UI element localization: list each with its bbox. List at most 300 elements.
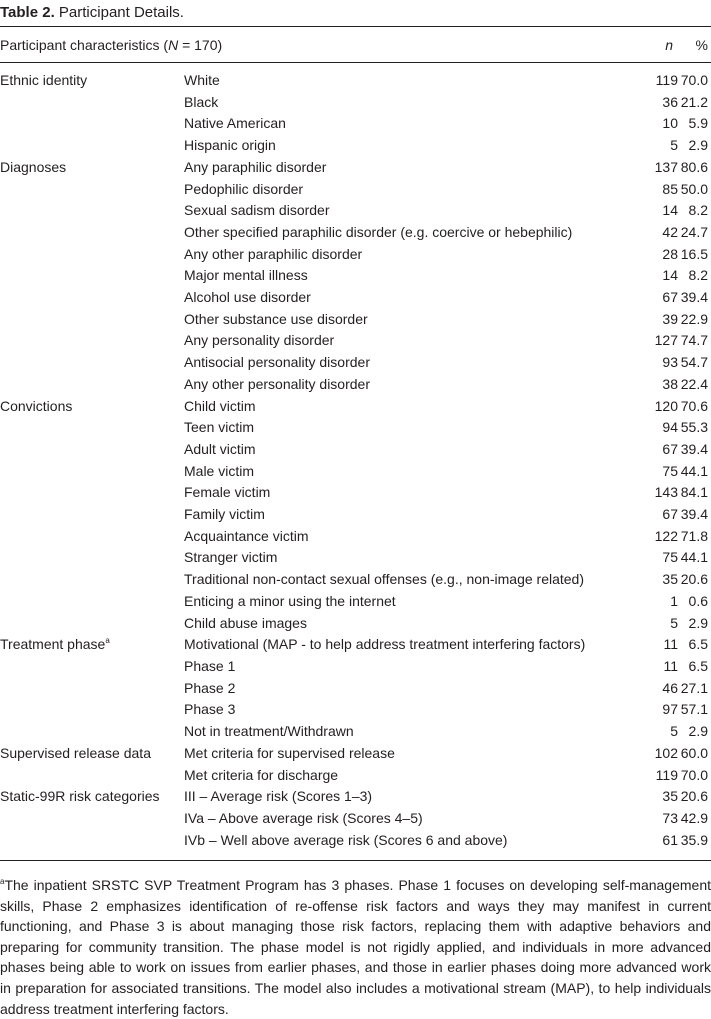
row-category [0, 396, 184, 418]
row-item [184, 287, 638, 309]
row-percent-text: 39.4 [680, 506, 708, 523]
row-percent-text: 20.6 [680, 788, 708, 805]
table-row [0, 265, 711, 287]
row-n [638, 461, 678, 483]
row-percent [678, 200, 711, 222]
row-n-text: 5 [670, 614, 678, 631]
row-category-text: Ethnic identity [0, 72, 88, 88]
row-category [0, 830, 184, 852]
row-percent [678, 287, 711, 309]
row-percent-text: 44.1 [680, 462, 708, 479]
row-percent-text: 39.4 [680, 289, 708, 306]
row-category [0, 765, 184, 787]
row-percent-text: 80.6 [680, 158, 708, 175]
header-characteristics: Participant characteristics (N = 170) [0, 37, 223, 53]
row-percent-text: 20.6 [680, 571, 708, 588]
row-percent [678, 244, 711, 266]
row-item [184, 200, 638, 222]
table-row [0, 222, 711, 244]
row-item-text: IVb – Well above average risk (Scores 6 and above) [184, 831, 508, 848]
row-percent [678, 830, 711, 852]
row-n [638, 678, 678, 700]
row-category [0, 417, 184, 439]
row-item [184, 526, 638, 548]
row-n-text: 14 [662, 267, 678, 284]
row-n-text: 67 [662, 506, 678, 523]
row-item [184, 461, 638, 483]
row-item [184, 244, 638, 266]
row-percent [678, 309, 711, 331]
row-n-text: 85 [662, 180, 678, 197]
row-n [638, 200, 678, 222]
row-n [638, 244, 678, 266]
row-category [0, 786, 184, 808]
row-item [184, 786, 638, 808]
footnote-marker: a [0, 877, 5, 886]
row-item [184, 547, 638, 569]
row-percent-text: 21.2 [680, 93, 708, 110]
row-n-text: 122 [654, 527, 678, 544]
row-item [184, 830, 638, 852]
row-item-text: Sexual sadism disorder [184, 202, 330, 219]
row-item-text: Any other personality disorder [184, 375, 370, 392]
row-category [0, 222, 184, 244]
row-percent [678, 179, 711, 201]
row-item [184, 92, 638, 114]
row-n [638, 808, 678, 830]
row-n-text: 61 [662, 831, 678, 848]
row-n [638, 439, 678, 461]
table-row [0, 721, 711, 743]
row-item [184, 634, 638, 656]
row-n-text: 36 [662, 93, 678, 110]
row-n [638, 113, 678, 135]
row-category [0, 743, 184, 765]
row-n [638, 157, 678, 179]
table-row [0, 678, 711, 700]
row-category [0, 439, 184, 461]
row-item-text: Traditional non-contact sexual offenses (e.g., non-image related) [184, 571, 585, 588]
row-item-text: Any paraphilic disorder [184, 158, 327, 175]
row-category [0, 374, 184, 396]
row-percent [678, 417, 711, 439]
table-row [0, 634, 711, 656]
row-item [184, 265, 638, 287]
row-category [0, 482, 184, 504]
row-n-text: 137 [654, 158, 678, 175]
table-row [0, 786, 711, 808]
row-percent [678, 526, 711, 548]
row-n-text: 119 [655, 72, 678, 88]
row-n-text: 120 [654, 397, 678, 414]
row-n [638, 309, 678, 331]
row-n [638, 547, 678, 569]
row-n [638, 743, 678, 765]
row-n-text: 38 [662, 375, 678, 392]
row-category [0, 613, 184, 635]
row-percent-text: 39.4 [680, 440, 708, 457]
row-item-text: Phase 3 [184, 701, 236, 718]
table-row [0, 461, 711, 483]
row-percent [678, 482, 711, 504]
row-item [184, 439, 638, 461]
row-percent [678, 352, 711, 374]
row-item-text: Teen victim [184, 419, 255, 436]
table-row [0, 157, 711, 179]
row-n-text: 42 [662, 223, 678, 240]
row-category [0, 721, 184, 743]
row-n [638, 656, 678, 678]
row-item-text: Acquaintance victim [184, 527, 309, 544]
row-item [184, 591, 638, 613]
table-row [0, 374, 711, 396]
row-item-text: Major mental illness [184, 267, 308, 284]
table-row [0, 526, 711, 548]
table-row [0, 591, 711, 613]
row-category [0, 591, 184, 613]
table-row [0, 439, 711, 461]
row-category [0, 135, 184, 157]
row-item-text: Any other paraphilic disorder [184, 245, 363, 262]
row-percent [678, 374, 711, 396]
row-percent-text: 84.1 [680, 484, 708, 501]
table-row [0, 743, 711, 765]
row-item-text: Phase 1 [184, 657, 236, 674]
row-item [184, 699, 638, 721]
row-percent-text: 6.5 [688, 636, 708, 653]
row-item [184, 113, 638, 135]
row-item-text: Enticing a minor using the internet [184, 592, 396, 609]
row-n-text: 75 [662, 549, 678, 566]
table-row [0, 765, 711, 787]
row-percent [678, 678, 711, 700]
row-percent [678, 396, 711, 418]
table-row [0, 699, 711, 721]
row-percent-text: 5.9 [688, 115, 708, 132]
table-row [0, 352, 711, 374]
table-row [0, 482, 711, 504]
row-category [0, 569, 184, 591]
table-row [0, 830, 711, 852]
row-item [184, 613, 638, 635]
row-item [184, 765, 638, 787]
table-title [0, 3, 184, 23]
row-n-text: 67 [662, 440, 678, 457]
row-percent-text: 44.1 [680, 549, 708, 566]
row-item [184, 417, 638, 439]
row-percent-text: 24.7 [680, 223, 708, 240]
row-item-text: Female victim [184, 484, 271, 501]
row-n [638, 613, 678, 635]
row-category [0, 244, 184, 266]
row-percent-text: 74.7 [680, 332, 708, 349]
row-n [638, 569, 678, 591]
top-rule [0, 26, 711, 27]
row-item-text: Black [184, 93, 219, 110]
row-n [638, 830, 678, 852]
row-n-text: 1 [670, 592, 678, 609]
row-percent-text: 70.0 [680, 766, 708, 783]
row-n [638, 396, 678, 418]
table-footnote [0, 875, 711, 1019]
table-row [0, 179, 711, 201]
row-percent-text: 22.9 [680, 310, 708, 327]
table-label: Table 2. [0, 4, 55, 21]
footnote-ref: a [105, 636, 110, 646]
row-percent-text: 70.0 [680, 72, 708, 88]
row-percent-text: 22.4 [680, 375, 708, 392]
row-percent [678, 461, 711, 483]
row-percent [678, 439, 711, 461]
row-item-text: Met criteria for supervised release [184, 744, 395, 761]
header-n: n [665, 37, 673, 53]
header-percent: % [695, 37, 708, 53]
row-percent-text: 0.6 [688, 592, 708, 609]
row-category [0, 634, 184, 656]
row-n [638, 591, 678, 613]
row-item-text: III – Average risk (Scores 1–3) [184, 788, 373, 805]
row-item [184, 743, 638, 765]
row-n-text: 46 [662, 679, 678, 696]
row-item [184, 330, 638, 352]
row-percent-text: 27.1 [680, 679, 708, 696]
row-n-text: 35 [662, 571, 678, 588]
row-n [638, 765, 678, 787]
row-n [638, 222, 678, 244]
row-item [184, 374, 638, 396]
table-row [0, 808, 711, 830]
row-category [0, 547, 184, 569]
row-percent [678, 591, 711, 613]
table-row [0, 330, 711, 352]
row-category-text: Static-99R risk categories [0, 788, 160, 805]
row-n-text: 35 [662, 788, 678, 805]
row-n [638, 699, 678, 721]
row-n [638, 287, 678, 309]
row-item-text: Any personality disorder [184, 332, 335, 349]
table-row [0, 504, 711, 526]
row-percent [678, 222, 711, 244]
row-percent-text: 2.9 [688, 137, 708, 154]
table-row [0, 200, 711, 222]
row-percent-text: 54.7 [680, 354, 708, 371]
row-percent [678, 92, 711, 114]
row-n-text: 73 [662, 809, 678, 826]
row-category [0, 330, 184, 352]
row-percent-text: 35.9 [680, 831, 708, 848]
row-n-text: 93 [662, 354, 678, 371]
row-item-text: Pedophilic disorder [184, 180, 304, 197]
row-percent [678, 547, 711, 569]
table-row [0, 113, 711, 135]
row-item [184, 396, 638, 418]
table-row [0, 613, 711, 635]
row-item [184, 808, 638, 830]
row-percent [678, 743, 711, 765]
row-item-text: Native American [184, 115, 286, 132]
row-percent [678, 330, 711, 352]
row-item-text: Motivational (MAP - to help address treatment interfering factors) [184, 636, 586, 653]
table-row [0, 92, 711, 114]
row-percent [678, 70, 711, 92]
participant-table [0, 70, 711, 851]
row-percent-text: 70.6 [680, 397, 708, 414]
row-percent [678, 786, 711, 808]
row-percent-text: 2.9 [688, 614, 708, 631]
row-category [0, 678, 184, 700]
row-n [638, 417, 678, 439]
row-category [0, 656, 184, 678]
row-percent-text: 50.0 [680, 180, 708, 197]
row-item-text: Met criteria for discharge [184, 766, 339, 783]
row-item [184, 569, 638, 591]
row-n-text: 127 [654, 332, 678, 349]
row-item-text: Stranger victim [184, 549, 278, 566]
row-percent [678, 113, 711, 135]
row-item [184, 70, 638, 92]
row-percent [678, 135, 711, 157]
row-n-text: 94 [662, 419, 678, 436]
row-item [184, 309, 638, 331]
row-n-text: 102 [654, 744, 678, 761]
row-percent-text: 42.9 [680, 809, 708, 826]
row-percent [678, 634, 711, 656]
row-percent [678, 765, 711, 787]
table-row [0, 396, 711, 418]
row-category [0, 309, 184, 331]
row-item-text: Family victim [184, 506, 265, 523]
row-n [638, 179, 678, 201]
table-row [0, 417, 711, 439]
row-category [0, 92, 184, 114]
row-n-text: 67 [662, 289, 678, 306]
row-item-text: IVa – Above average risk (Scores 4–5) [184, 809, 423, 826]
row-category-text: Treatment phase [0, 636, 106, 653]
header-rule [0, 62, 711, 63]
row-category [0, 352, 184, 374]
row-item [184, 222, 638, 244]
row-item-text: Hispanic origin [184, 137, 276, 154]
row-category [0, 699, 184, 721]
row-item-text: Child abuse images [184, 614, 307, 631]
row-category [0, 265, 184, 287]
row-n [638, 526, 678, 548]
row-n-text: 143 [654, 484, 678, 501]
row-item-text: Not in treatment/Withdrawn [184, 723, 354, 740]
row-item-text: Adult victim [184, 440, 256, 457]
row-item-text: Phase 2 [184, 679, 236, 696]
row-item-text: White [184, 72, 220, 88]
row-category [0, 179, 184, 201]
table-row [0, 70, 711, 92]
row-category [0, 287, 184, 309]
table-row [0, 244, 711, 266]
row-n [638, 504, 678, 526]
row-percent-text: 55.3 [680, 419, 708, 436]
row-percent [678, 157, 711, 179]
row-item-text: Male victim [184, 462, 255, 479]
row-percent [678, 808, 711, 830]
row-category [0, 504, 184, 526]
row-item [184, 352, 638, 374]
table-header [0, 35, 711, 55]
row-n-text: 75 [662, 462, 678, 479]
row-percent [678, 504, 711, 526]
row-n [638, 92, 678, 114]
row-item [184, 179, 638, 201]
row-percent-text: 6.5 [688, 657, 708, 674]
row-percent-text: 8.2 [688, 267, 708, 284]
row-percent [678, 265, 711, 287]
footnote-text: The inpatient SRSTC SVP Treatment Program has 3 phases. Phase 1 focuses on developing self-management skills, Phase 2 emphasizes identification of re-offense risk factors and ways they may manifest in current functioning, and Phase 3 is about managing those risk factors, replacing them with adaptive behaviors and preparing for community transition. The phase model is not rigidly applied, and individuals in more advanced phases being able to work on issues from earlier phases, and those in earlier phases doing more advanced work in preparation for associated transitions. The model also includes a motivational stream (MAP), to help individuals address treatment interfering factors. [0, 877, 711, 1017]
row-n [638, 265, 678, 287]
table-row [0, 287, 711, 309]
row-n-text: 11 [663, 636, 678, 653]
row-n-text: 5 [670, 137, 678, 154]
row-item [184, 656, 638, 678]
row-percent-text: 16.5 [680, 245, 708, 262]
row-n [638, 786, 678, 808]
row-percent [678, 699, 711, 721]
row-percent-text: 8.2 [688, 202, 708, 219]
bottom-rule [0, 860, 711, 861]
row-n [638, 352, 678, 374]
row-percent-text: 2.9 [688, 723, 708, 740]
row-n-text: 10 [662, 115, 678, 132]
row-item-text: Child victim [184, 397, 256, 414]
row-category-text: Supervised release data [0, 744, 151, 761]
row-category [0, 526, 184, 548]
row-category [0, 157, 184, 179]
row-n [638, 135, 678, 157]
row-item-text: Antisocial personality disorder [184, 354, 370, 371]
row-item [184, 678, 638, 700]
row-category-text: Diagnoses [0, 158, 67, 175]
row-n-text: 97 [662, 701, 678, 718]
row-item [184, 157, 638, 179]
row-category [0, 200, 184, 222]
row-percent [678, 613, 711, 635]
row-n [638, 482, 678, 504]
table-row [0, 547, 711, 569]
row-item-text: Other specified paraphilic disorder (e.g. coercive or hebephilic) [184, 223, 573, 240]
row-n-text: 14 [662, 202, 678, 219]
row-item [184, 482, 638, 504]
row-category [0, 70, 184, 92]
row-item [184, 504, 638, 526]
row-category [0, 113, 184, 135]
row-n [638, 374, 678, 396]
row-category [0, 808, 184, 830]
row-n-text: 39 [662, 310, 678, 327]
row-n [638, 634, 678, 656]
table-row [0, 309, 711, 331]
row-item [184, 721, 638, 743]
table-row [0, 656, 711, 678]
row-item [184, 135, 638, 157]
row-percent-text: 71.8 [680, 527, 708, 544]
table-row [0, 135, 711, 157]
row-percent-text: 60.0 [680, 744, 708, 761]
row-n-text: 28 [662, 245, 678, 262]
row-item-text: Alcohol use disorder [184, 289, 311, 306]
row-category-text: Convictions [0, 397, 73, 414]
row-n [638, 70, 678, 92]
row-category [0, 461, 184, 483]
row-percent [678, 656, 711, 678]
row-n [638, 330, 678, 352]
row-n-text: 11 [663, 657, 678, 674]
